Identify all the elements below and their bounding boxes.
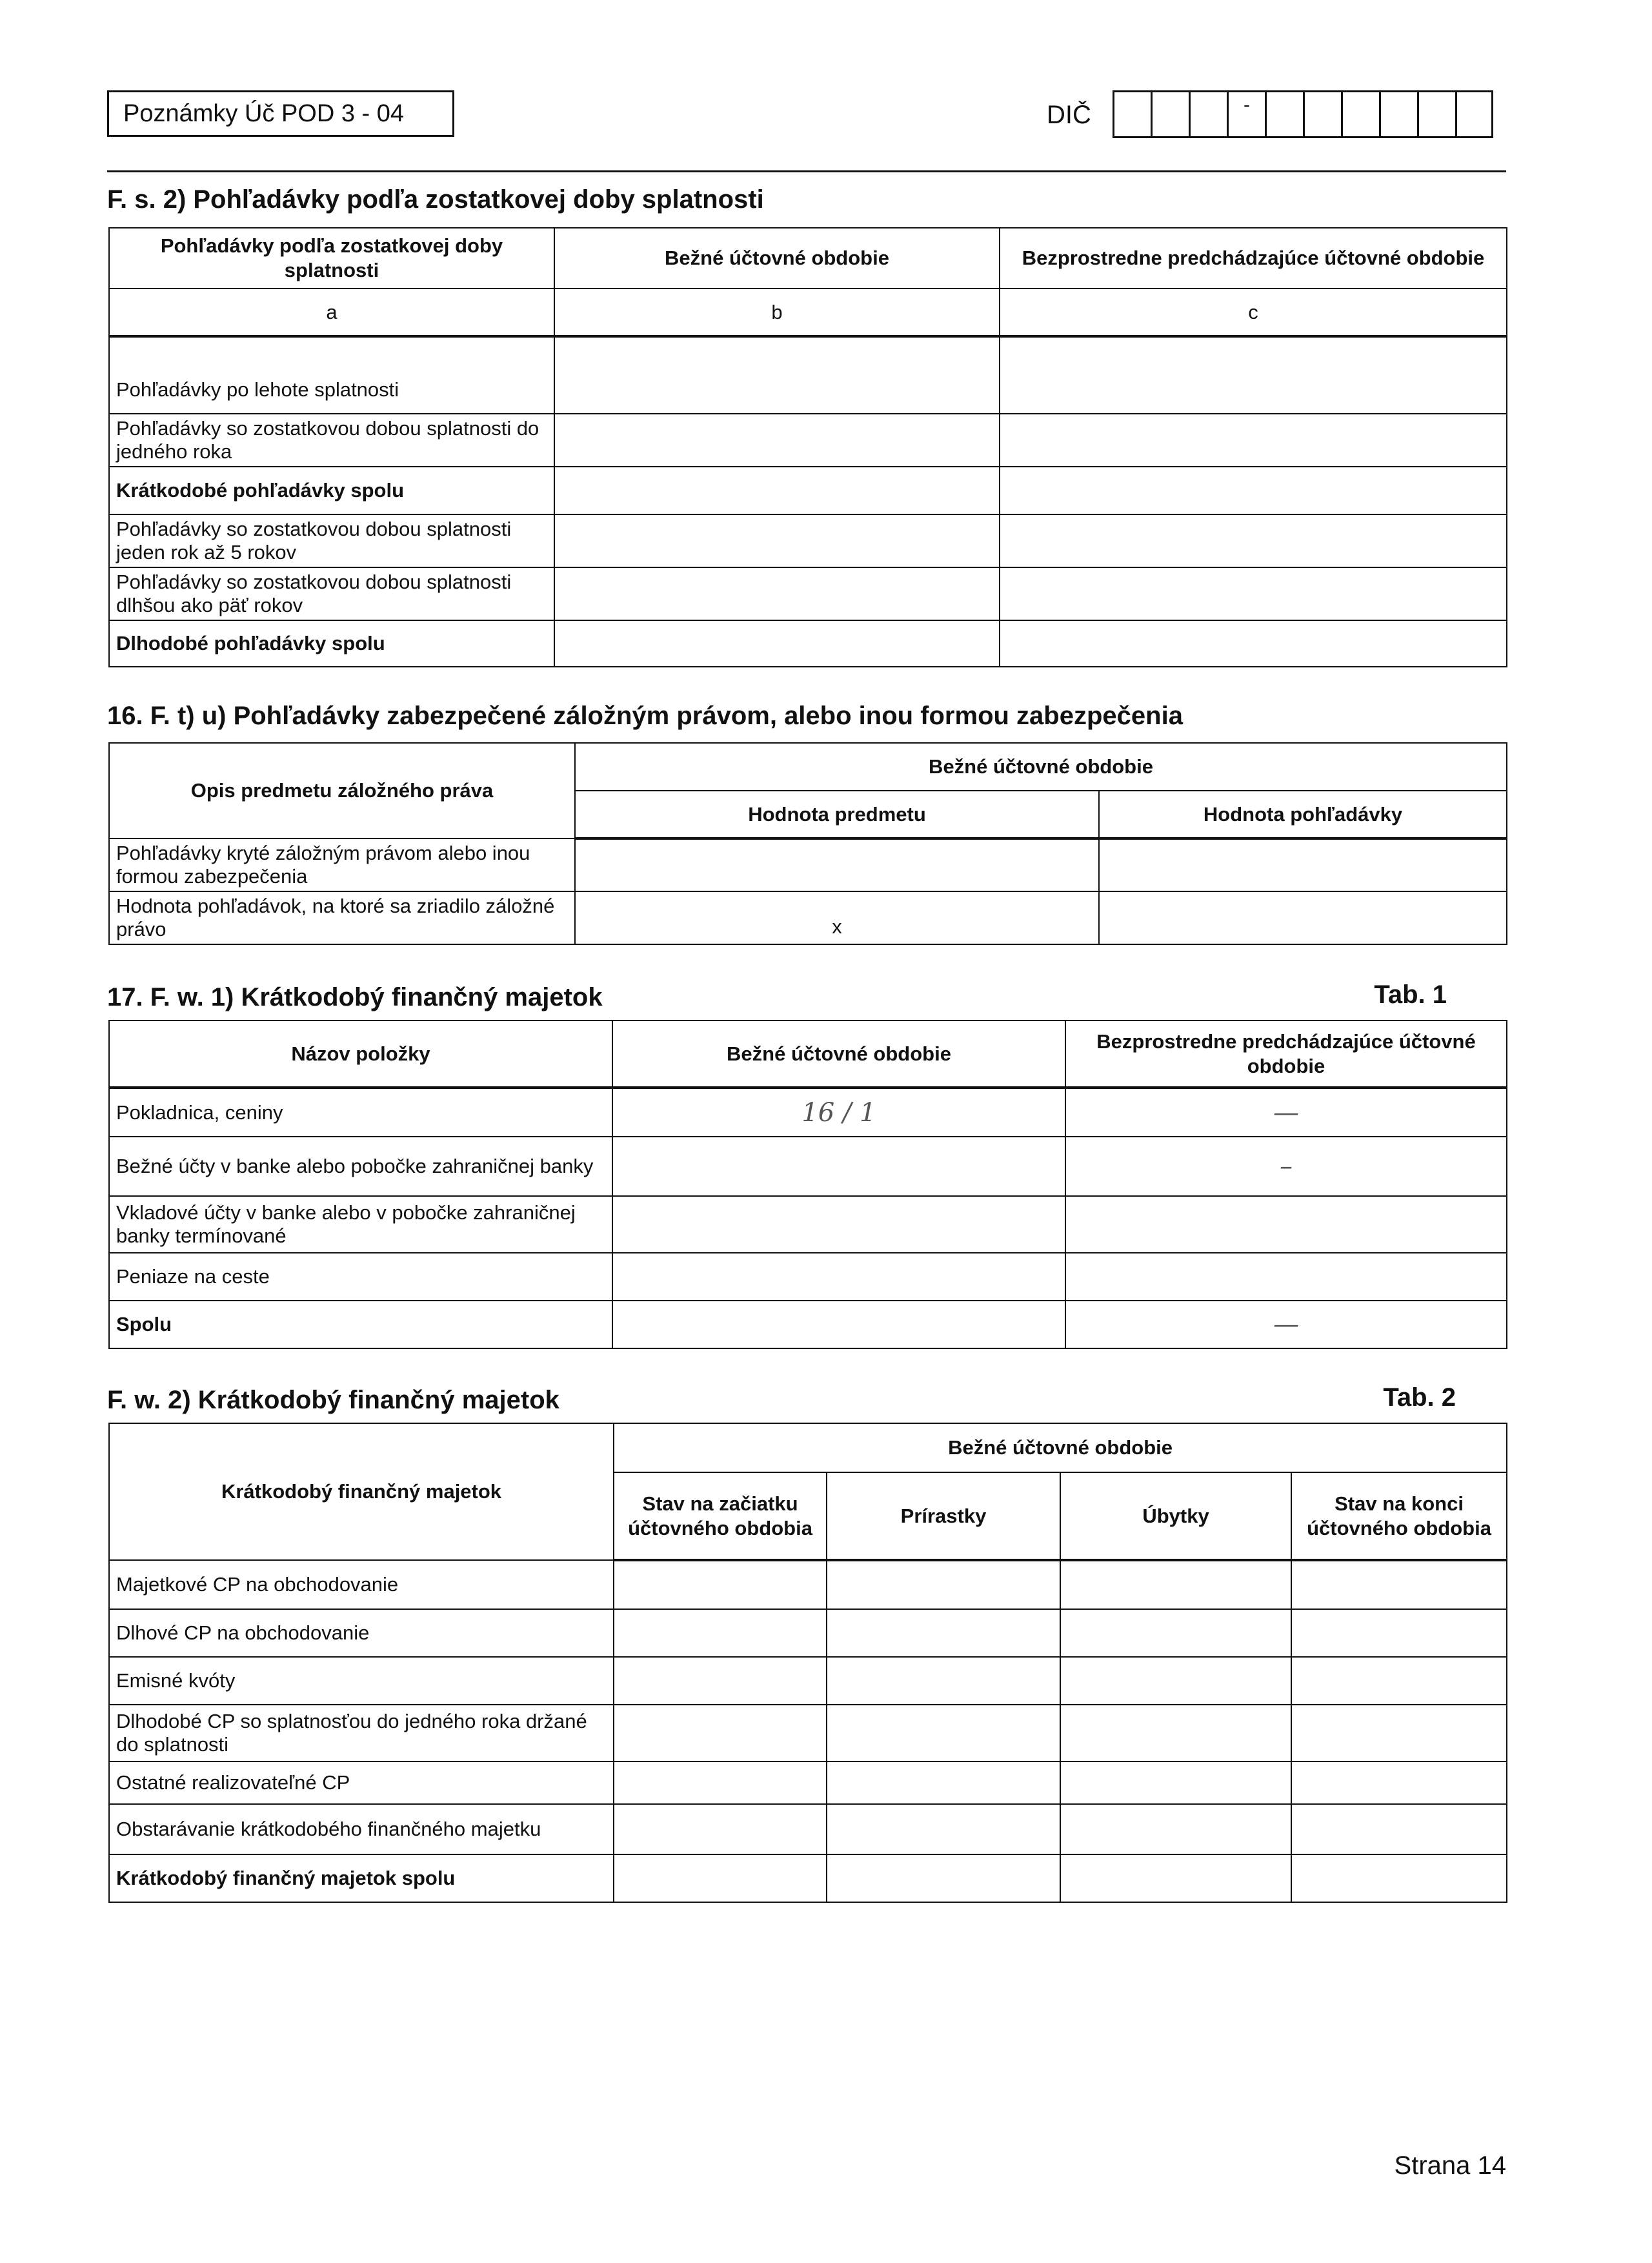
short-term-financial-assets-table-1 (108, 1020, 1507, 1349)
short-term-financial-assets-table-2 (108, 1423, 1507, 1903)
value-cell[interactable] (827, 1657, 1060, 1705)
handwritten-value[interactable] (612, 1301, 1065, 1348)
value-cell[interactable] (1000, 414, 1507, 467)
dic-digit-box[interactable] (1455, 90, 1493, 138)
column-code: b (554, 289, 1000, 336)
table-row (109, 1761, 1507, 1804)
dic-digit-box[interactable] (1151, 90, 1189, 138)
dic-digit-box[interactable] (1379, 90, 1417, 138)
form-title-box (107, 90, 454, 137)
value-cell[interactable] (1000, 514, 1507, 567)
value-cell[interactable] (1000, 567, 1507, 620)
dic-input-boxes[interactable] (1113, 90, 1493, 138)
value-cell[interactable] (554, 514, 1000, 567)
value-cell[interactable] (1060, 1804, 1291, 1854)
dic-digit-box[interactable] (1265, 90, 1303, 138)
row-label: Peniaze na ceste (109, 1253, 612, 1301)
column-header: Stav na konci účtovného obdobia (1291, 1472, 1507, 1560)
receivables-maturity-table (108, 227, 1507, 667)
table-row (109, 1253, 1507, 1301)
value-cell[interactable] (614, 1705, 827, 1761)
column-header: Prírastky (827, 1472, 1060, 1560)
section-title-receivables-maturity: F. s. 2) Pohľadávky podľa zostatkovej doby splatnosti (107, 185, 764, 214)
row-label: Pohľadávky po lehote splatnosti (109, 336, 554, 414)
column-header: Hodnota predmetu (575, 791, 1099, 838)
row-label: Bežné účty v banke alebo pobočke zahraničnej banky (109, 1137, 612, 1196)
value-cell[interactable] (1060, 1560, 1291, 1609)
column-header: Názov položky (109, 1020, 612, 1088)
value-cell[interactable] (1291, 1705, 1507, 1761)
value-cell[interactable] (1291, 1854, 1507, 1902)
value-cell[interactable] (1291, 1761, 1507, 1804)
table-row (109, 336, 1507, 414)
page-number: Strana 14 (1394, 2151, 1506, 2180)
table-row (109, 838, 1507, 891)
value-cell[interactable] (1060, 1609, 1291, 1657)
table-row (109, 1196, 1507, 1253)
value-cell[interactable] (1099, 838, 1507, 891)
secured-receivables-table (108, 742, 1507, 945)
handwritten-value[interactable] (1065, 1196, 1507, 1253)
handwritten-value[interactable]: 16 / 1 (612, 1088, 1065, 1137)
value-cell[interactable] (614, 1761, 827, 1804)
dic-label: DIČ (1047, 101, 1091, 129)
value-cell[interactable] (554, 336, 1000, 414)
value-cell[interactable] (827, 1609, 1060, 1657)
value-cell[interactable] (827, 1705, 1060, 1761)
table-row (109, 1609, 1507, 1657)
value-cell[interactable] (614, 1560, 827, 1609)
table-row (109, 414, 1507, 467)
section-title-short-term-financial-assets-1: 17. F. w. 1) Krátkodobý finančný majetok (107, 983, 603, 1011)
row-label: Pohľadávky so zostatkovou dobou splatnosti dlhšou ako päť rokov (109, 567, 554, 620)
value-cell[interactable] (1000, 620, 1507, 667)
table-row (109, 891, 1507, 944)
value-cell[interactable] (1099, 891, 1507, 944)
column-header: Bežné účtovné obdobie (614, 1423, 1507, 1472)
table-row (109, 1705, 1507, 1761)
dic-digit-box[interactable] (1189, 90, 1227, 138)
value-cell[interactable] (614, 1657, 827, 1705)
table-row (109, 1560, 1507, 1609)
row-label: Obstarávanie krátkodobého finančného majetku (109, 1804, 614, 1854)
value-cell[interactable] (1060, 1705, 1291, 1761)
column-header: Pohľadávky podľa zostatkovej doby splatnosti (109, 228, 554, 289)
row-label: Hodnota pohľadávok, na ktoré sa zriadilo záložné právo (109, 891, 575, 944)
value-cell[interactable] (1000, 467, 1507, 514)
value-cell[interactable] (1060, 1854, 1291, 1902)
handwritten-value[interactable]: — (1065, 1088, 1507, 1137)
value-cell[interactable] (827, 1854, 1060, 1902)
value-cell[interactable] (827, 1761, 1060, 1804)
value-cell[interactable] (614, 1609, 827, 1657)
column-header: Hodnota pohľadávky (1099, 791, 1507, 838)
column-header: Stav na začiatku účtovného obdobia (614, 1472, 827, 1560)
dic-digit-box[interactable] (1303, 90, 1341, 138)
row-label: Emisné kvóty (109, 1657, 614, 1705)
row-label: Dlhodobé pohľadávky spolu (109, 620, 554, 667)
value-cell[interactable] (827, 1560, 1060, 1609)
dic-separator: - (1244, 94, 1250, 116)
value-cell[interactable] (1291, 1657, 1507, 1705)
column-header: Bežné účtovné obdobie (612, 1020, 1065, 1088)
table-row (109, 620, 1507, 667)
row-label: Ostatné realizovateľné CP (109, 1761, 614, 1804)
header-divider (107, 170, 1506, 172)
value-cell[interactable] (554, 414, 1000, 467)
table-row (109, 567, 1507, 620)
value-cell[interactable] (554, 567, 1000, 620)
value-cell[interactable] (1291, 1560, 1507, 1609)
dic-digit-box[interactable] (1341, 90, 1379, 138)
table-row (109, 1804, 1507, 1854)
value-cell[interactable] (614, 1804, 827, 1854)
handwritten-value[interactable] (1065, 1253, 1507, 1301)
handwritten-value[interactable]: – (1065, 1137, 1507, 1196)
column-header: Bezprostredne predchádzajúce účtovné obdobie (1000, 228, 1507, 289)
table-row (109, 514, 1507, 567)
section-title-short-term-financial-assets-2: F. w. 2) Krátkodobý finančný majetok (107, 1386, 559, 1414)
row-label: Pohľadávky so zostatkovou dobou splatnosti jeden rok až 5 rokov (109, 514, 554, 567)
row-label: Pohľadávky kryté záložným právom alebo inou formou zabezpečenia (109, 838, 575, 891)
column-header: Bezprostredne predchádzajúce účtovné obdobie (1065, 1020, 1507, 1088)
table-row (109, 1657, 1507, 1705)
handwritten-value[interactable]: — (1065, 1301, 1507, 1348)
handwritten-value[interactable] (612, 1137, 1065, 1196)
column-code: a (109, 289, 554, 336)
row-label: Majetkové CP na obchodovanie (109, 1560, 614, 1609)
handwritten-value[interactable] (612, 1253, 1065, 1301)
row-label: Pohľadávky so zostatkovou dobou splatnosti do jedného roka (109, 414, 554, 467)
row-label: Spolu (109, 1301, 612, 1348)
value-cell[interactable] (1291, 1609, 1507, 1657)
value-cell[interactable] (1000, 336, 1507, 414)
table-row (109, 1137, 1507, 1196)
handwritten-value[interactable] (612, 1196, 1065, 1253)
value-cell[interactable]: x (575, 891, 1099, 944)
row-label: Vkladové účty v banke alebo v pobočke zahraničnej banky termínované (109, 1196, 612, 1253)
column-header: Bežné účtovné obdobie (554, 228, 1000, 289)
row-label: Dlhové CP na obchodovanie (109, 1609, 614, 1657)
tab-label-1: Tab. 1 (1374, 980, 1447, 1009)
row-label: Dlhodobé CP so splatnosťou do jedného roka držané do splatnosti (109, 1705, 614, 1761)
dic-digit-box[interactable] (1227, 90, 1265, 138)
table-row (109, 1301, 1507, 1348)
value-cell[interactable] (1060, 1761, 1291, 1804)
row-label: Pokladnica, ceniny (109, 1088, 612, 1137)
form-title: Poznámky Úč POD 3 - 04 (123, 100, 405, 127)
section-title-secured-receivables: 16. F. t) u) Pohľadávky zabezpečené záložným právom, alebo inou formou zabezpečenia (107, 702, 1183, 730)
value-cell[interactable] (1060, 1657, 1291, 1705)
table-row (109, 1854, 1507, 1902)
value-cell[interactable] (575, 838, 1099, 891)
column-code: c (1000, 289, 1507, 336)
column-header: Úbytky (1060, 1472, 1291, 1560)
value-cell[interactable] (614, 1854, 827, 1902)
row-label: Krátkodobé pohľadávky spolu (109, 467, 554, 514)
dic-digit-box[interactable] (1417, 90, 1455, 138)
value-cell[interactable] (554, 467, 1000, 514)
column-header: Opis predmetu záložného práva (109, 743, 575, 838)
table-row (109, 1088, 1507, 1137)
dic-digit-box[interactable] (1113, 90, 1151, 138)
tab-label-2: Tab. 2 (1383, 1383, 1456, 1412)
row-label: Krátkodobý finančný majetok spolu (109, 1854, 614, 1902)
value-cell[interactable] (554, 620, 1000, 667)
table-row (109, 467, 1507, 514)
column-header: Krátkodobý finančný majetok (109, 1423, 614, 1560)
value-cell[interactable] (827, 1804, 1060, 1854)
column-header: Bežné účtovné obdobie (575, 743, 1507, 791)
value-cell[interactable] (1291, 1804, 1507, 1854)
